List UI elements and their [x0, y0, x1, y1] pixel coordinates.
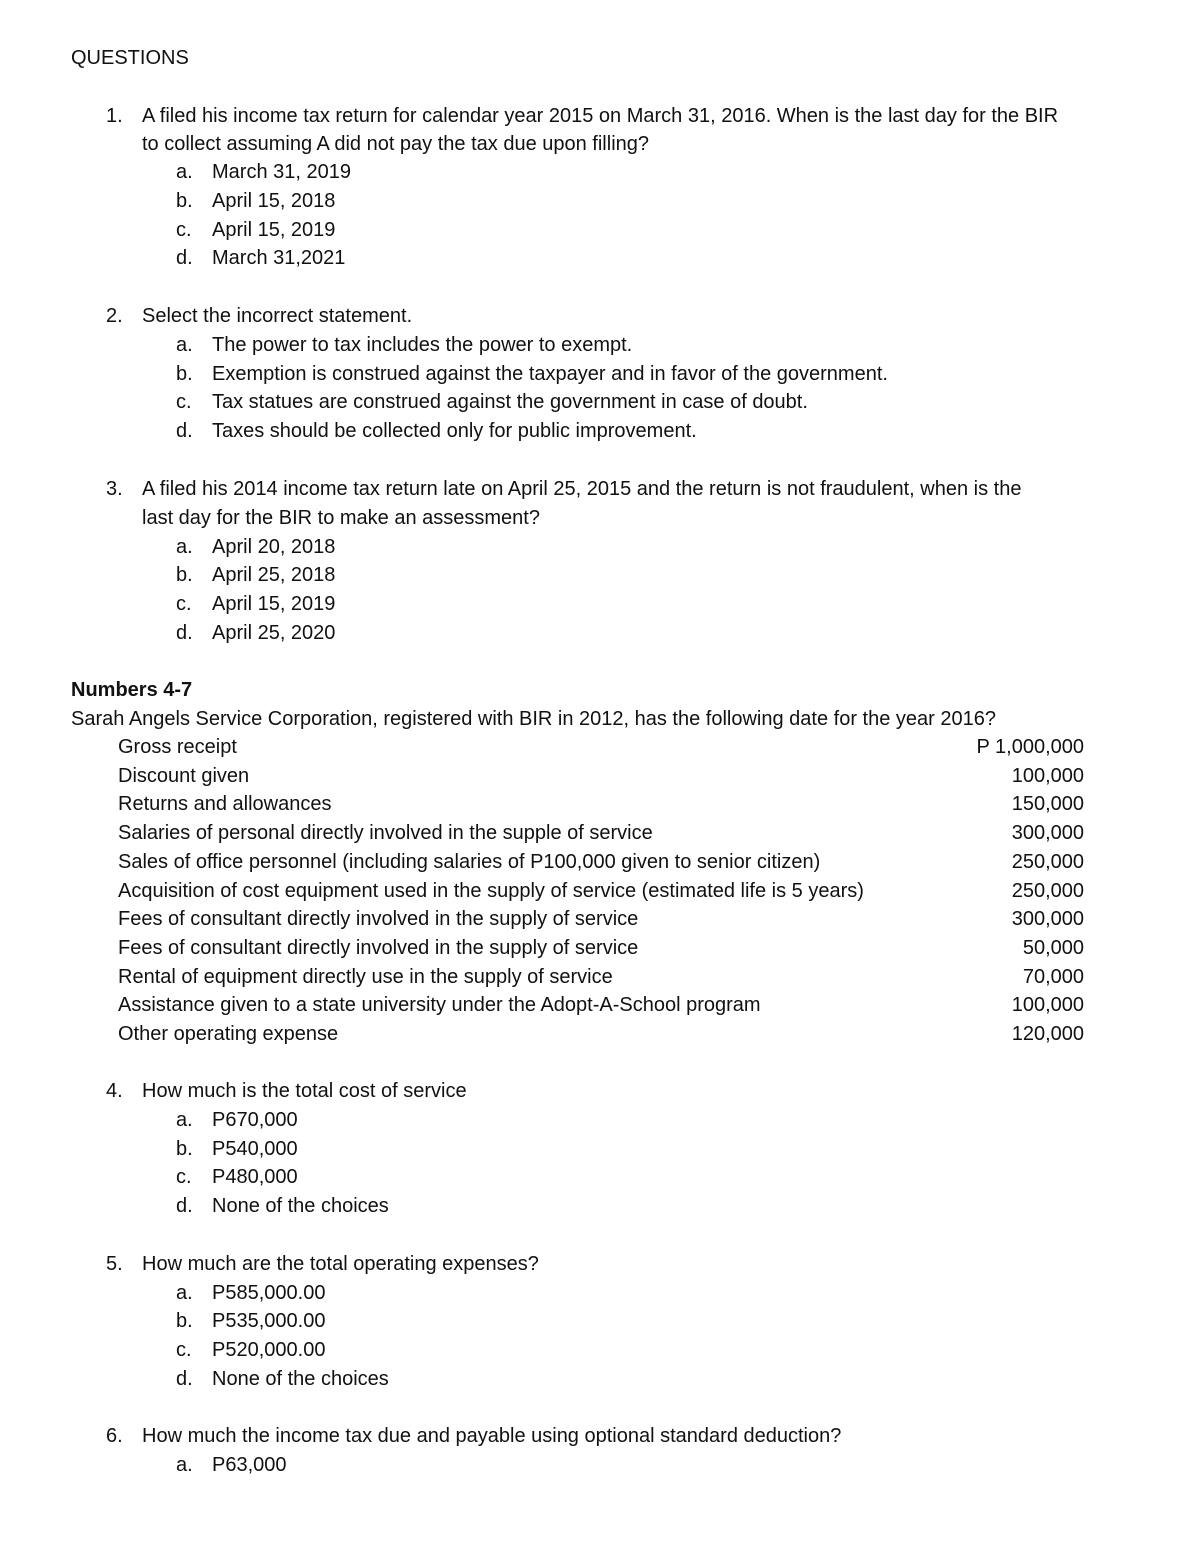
option-text: P535,000.00	[212, 1310, 326, 1332]
option-text: April 15, 2019	[212, 593, 336, 615]
option-text: None of the choices	[212, 1195, 389, 1217]
option-text: March 31, 2019	[212, 161, 351, 183]
row-label: Assistance given to a state university under the Adopt-A-School program	[118, 994, 761, 1016]
option-text: None of the choices	[212, 1368, 389, 1390]
row-value: 100,000	[1011, 765, 1084, 787]
row-label: Salaries of personal directly involved in the supple of service	[118, 822, 653, 844]
option-letter: d.	[176, 1368, 193, 1390]
question-number: 4.	[106, 1080, 123, 1102]
question-text: A filed his income tax return for calendar year 2015 on March 31, 2016. When is the last day for the BIR	[142, 105, 1059, 127]
option-letter: a.	[176, 1282, 193, 1304]
option-text: P540,000	[212, 1138, 298, 1160]
option-text: March 31,2021	[212, 247, 346, 269]
option-text: April 15, 2019	[212, 219, 336, 241]
option-letter: a.	[176, 1454, 193, 1476]
question-text: last day for the BIR to make an assessment?	[142, 507, 540, 529]
option-text: P63,000	[212, 1454, 287, 1476]
option-text: Tax statues are construed against the government in case of doubt.	[212, 391, 808, 413]
question-number: 5.	[106, 1253, 123, 1275]
option-text: April 25, 2020	[212, 622, 336, 644]
question-number: 3.	[106, 478, 123, 500]
option-letter: c.	[176, 1339, 192, 1361]
option-letter: d.	[176, 1195, 193, 1217]
row-value: 70,000	[1022, 966, 1084, 988]
row-label: Other operating expense	[118, 1023, 339, 1045]
option-letter: a.	[176, 161, 193, 183]
row-label: Fees of consultant directly involved in the supply of service	[118, 908, 639, 930]
option-letter: c.	[176, 1166, 192, 1188]
question-number: 1.	[106, 105, 123, 127]
option-letter: b.	[176, 363, 193, 385]
row-value: 300,000	[1011, 822, 1084, 844]
section-title: Numbers 4-7	[71, 679, 193, 701]
question-number: 2.	[106, 305, 123, 327]
option-letter: c.	[176, 593, 192, 615]
option-letter: b.	[176, 1310, 193, 1332]
option-text: P480,000	[212, 1166, 298, 1188]
option-letter: a.	[176, 334, 193, 356]
question-text: How much are the total operating expenses?	[142, 1253, 539, 1275]
option-text: April 20, 2018	[212, 536, 336, 558]
option-text: P585,000.00	[212, 1282, 326, 1304]
row-value: 100,000	[1011, 994, 1084, 1016]
option-text: P670,000	[212, 1109, 298, 1131]
option-text: The power to tax includes the power to exempt.	[212, 334, 633, 356]
row-value: 150,000	[1011, 793, 1084, 815]
row-value: P 1,000,000	[976, 736, 1084, 758]
page-heading: QUESTIONS	[71, 47, 189, 69]
option-text: P520,000.00	[212, 1339, 326, 1361]
row-value: 50,000	[1022, 937, 1084, 959]
row-label: Acquisition of cost equipment used in the supply of service (estimated life is 5 years)	[118, 880, 864, 902]
option-letter: d.	[176, 247, 193, 269]
row-value: 300,000	[1011, 908, 1084, 930]
row-value: 250,000	[1011, 880, 1084, 902]
question-text: How much is the total cost of service	[142, 1080, 467, 1102]
question-text: A filed his 2014 income tax return late on April 25, 2015 and the return is not fraudulent, when is the	[142, 478, 1022, 500]
option-letter: b.	[176, 190, 193, 212]
option-letter: d.	[176, 420, 193, 442]
option-text: Taxes should be collected only for public improvement.	[212, 420, 697, 442]
option-letter: d.	[176, 622, 193, 644]
option-text: Exemption is construed against the taxpayer and in favor of the government.	[212, 363, 888, 385]
row-label: Discount given	[118, 765, 250, 787]
option-letter: b.	[176, 1138, 193, 1160]
option-letter: c.	[176, 219, 192, 241]
row-label: Sales of office personnel (including salaries of P100,000 given to senior citizen)	[118, 851, 821, 873]
question-number: 6.	[106, 1425, 123, 1447]
option-text: April 25, 2018	[212, 564, 336, 586]
question-text: Select the incorrect statement.	[142, 305, 413, 327]
row-label: Rental of equipment directly use in the supply of service	[118, 966, 613, 988]
section-intro: Sarah Angels Service Corporation, registered with BIR in 2012, has the following date for the year 2016?	[71, 708, 996, 730]
row-label: Gross receipt	[118, 736, 237, 758]
question-text: How much the income tax due and payable using optional standard deduction?	[142, 1425, 842, 1447]
option-letter: a.	[176, 1109, 193, 1131]
option-letter: a.	[176, 536, 193, 558]
question-text: to collect assuming A did not pay the tax due upon filling?	[142, 133, 650, 155]
option-letter: c.	[176, 391, 192, 413]
row-label: Returns and allowances	[118, 793, 332, 815]
row-value: 120,000	[1011, 1023, 1084, 1045]
row-label: Fees of consultant directly involved in the supply of service	[118, 937, 639, 959]
option-letter: b.	[176, 564, 193, 586]
row-value: 250,000	[1011, 851, 1084, 873]
option-text: April 15, 2018	[212, 190, 336, 212]
